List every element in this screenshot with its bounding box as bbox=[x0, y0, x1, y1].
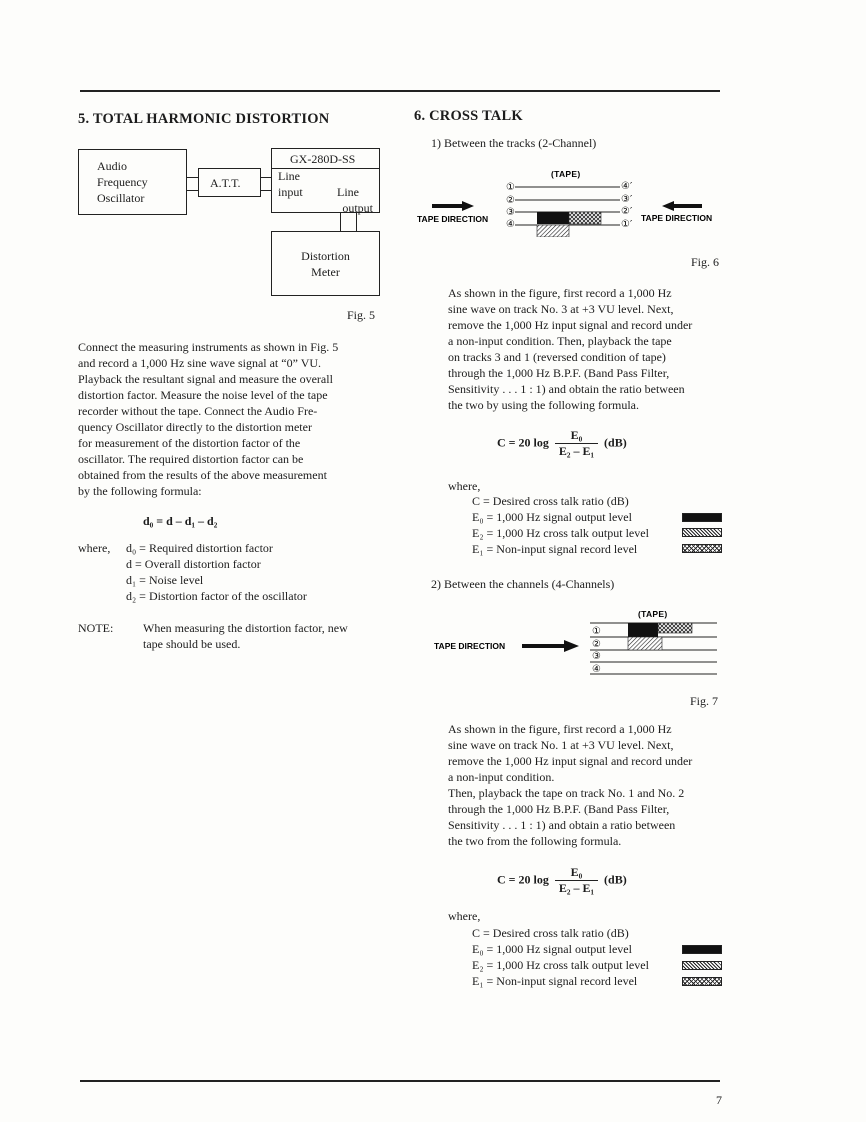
text-line: oscillator. The required distortion factor can be bbox=[78, 452, 304, 466]
crosstalk-para1 bbox=[448, 285, 722, 413]
definition: E₀ = 1,000 Hz signal output level bbox=[472, 510, 632, 524]
track-num: ④ bbox=[592, 664, 601, 675]
text-line: remove the 1,000 Hz input signal and record under bbox=[448, 318, 693, 332]
text-line: Sensitivity . . . 1 : 1) and obtain a ratio between bbox=[448, 818, 676, 832]
note-line: tape should be used. bbox=[143, 637, 241, 651]
track-num: ① bbox=[506, 182, 515, 193]
text-line: sine wave on track No. 3 at +3 VU level. Next, bbox=[448, 302, 674, 316]
definition: C = Desired cross talk ratio (dB) bbox=[472, 494, 629, 508]
definition: d₁ = Noise level bbox=[126, 573, 204, 587]
definition: E₀ = 1,000 Hz signal output level bbox=[472, 942, 632, 956]
track-num: ③ bbox=[506, 207, 515, 218]
oscillator-box bbox=[78, 149, 187, 215]
text-line: through the 1,000 Hz B.P.F. (Band Pass Filter, bbox=[448, 802, 670, 816]
swatch-crosstalk bbox=[682, 961, 722, 970]
noinput-block bbox=[658, 623, 692, 633]
text-line: As shown in the figure, first record a 1,000 Hz bbox=[448, 286, 672, 300]
tape-direction: TAPE DIRECTION bbox=[434, 641, 506, 651]
crosstalk-formula-2 bbox=[497, 865, 627, 896]
text-line: distortion factor. Measure the noise level of the tape bbox=[78, 388, 328, 402]
text-line: sine wave on track No. 1 at +3 VU level. Next, bbox=[448, 738, 674, 752]
formula-num: E₀ bbox=[555, 865, 598, 881]
note-text bbox=[143, 620, 348, 652]
crosstalk-block bbox=[628, 637, 662, 650]
note-line: When measuring the distortion factor, new bbox=[143, 621, 348, 635]
att-label: A.T.T. bbox=[210, 176, 241, 190]
text-line: recorder without the tape. Connect the Audio Fre- bbox=[78, 404, 318, 418]
formula-unit: (dB) bbox=[604, 872, 627, 887]
track-num: ③ bbox=[592, 651, 601, 662]
definition: E₂ = 1,000 Hz cross talk output level bbox=[472, 958, 649, 972]
subheading-tracks: 1) Between the tracks (2-Channel) bbox=[431, 136, 597, 150]
line-output-2: output bbox=[342, 201, 373, 215]
where-label: where, bbox=[448, 909, 481, 923]
track-num: ④′ bbox=[621, 181, 633, 192]
definition: d₂ = Distortion factor of the oscillator bbox=[126, 589, 307, 603]
track-num: ②′ bbox=[621, 206, 633, 217]
text-line: Connect the measuring instruments as shown in Fig. 5 bbox=[78, 340, 339, 354]
osc-line-1: Audio bbox=[97, 159, 127, 173]
track-num: ② bbox=[506, 195, 515, 206]
formula-num: E₀ bbox=[555, 428, 598, 444]
definition: C = Desired cross talk ratio (dB) bbox=[472, 926, 629, 940]
track-num: ① bbox=[592, 626, 601, 637]
definition: E₁ = Non-input signal record level bbox=[472, 974, 638, 988]
swatch-signal bbox=[682, 513, 722, 522]
track-num: ③′ bbox=[621, 194, 633, 205]
text-line: Playback the resultant signal and measure the overall bbox=[78, 372, 333, 386]
crosstalk-formula-1 bbox=[497, 428, 627, 459]
section-heading-crosstalk: 6. CROSS TALK bbox=[414, 108, 523, 124]
text-line: by the following formula: bbox=[78, 484, 202, 498]
swatch-noinput bbox=[682, 977, 722, 986]
text-line: the two by using the following formula. bbox=[448, 398, 639, 412]
text-line: Then, playback the tape on track No. 1 and No. 2 bbox=[448, 786, 685, 800]
formula-den: E₂ – E₁ bbox=[558, 444, 595, 458]
page-number: 7 bbox=[716, 1093, 722, 1107]
fig6-tape-label: (TAPE) bbox=[551, 169, 581, 179]
crosstalk-definitions-1 bbox=[472, 493, 649, 557]
formula-unit: (dB) bbox=[604, 435, 627, 450]
track-num: ② bbox=[592, 639, 601, 650]
where-label: where, bbox=[448, 479, 481, 493]
where-label: where, bbox=[78, 541, 111, 555]
line-output-1: Line bbox=[337, 185, 359, 199]
definition: E₁ = Non-input signal record level bbox=[472, 542, 638, 556]
swatch-noinput bbox=[682, 544, 722, 553]
note-label: NOTE: bbox=[78, 621, 114, 635]
signal-block bbox=[628, 623, 658, 637]
osc-line-3: Oscillator bbox=[97, 191, 145, 205]
top-rule bbox=[80, 90, 720, 92]
connector bbox=[356, 213, 357, 231]
swatch-signal bbox=[682, 945, 722, 954]
track-num: ④ bbox=[506, 219, 515, 230]
fig7-diagram bbox=[430, 606, 730, 676]
fig6-diagram bbox=[412, 165, 732, 237]
swatch-crosstalk bbox=[682, 528, 722, 537]
text-line: and record a 1,000 Hz sine wave signal at “0” VU. bbox=[78, 356, 322, 370]
tape-direction-left: TAPE DIRECTION bbox=[417, 214, 489, 224]
definition: E₂ = 1,000 Hz cross talk output level bbox=[472, 526, 649, 540]
osc-line-2: Frequency bbox=[97, 175, 148, 189]
text-line: a non-input condition. Then, playback the tape bbox=[448, 334, 672, 348]
crosstalk-para2 bbox=[448, 721, 722, 849]
formula-lhs: C = 20 log bbox=[497, 872, 549, 887]
text-line: Sensitivity . . . 1 : 1) and obtain the ratio between bbox=[448, 382, 685, 396]
crosstalk-definitions-2 bbox=[472, 925, 649, 989]
fig7-tape-label: (TAPE) bbox=[638, 609, 668, 619]
thd-body bbox=[78, 339, 382, 499]
signal-block bbox=[537, 212, 569, 224]
line-input-2: input bbox=[278, 185, 303, 199]
track-num: ①′ bbox=[621, 219, 633, 230]
text-line: for measurement of the distortion factor of the bbox=[78, 436, 301, 450]
section-heading-thd: 5. TOTAL HARMONIC DISTORTION bbox=[78, 111, 330, 127]
text-line: through the 1,000 Hz B.P.F. (Band Pass Filter, bbox=[448, 366, 670, 380]
text-line: remove the 1,000 Hz input signal and record under bbox=[448, 754, 693, 768]
text-line: obtained from the results of the above measurement bbox=[78, 468, 327, 482]
thd-definitions bbox=[126, 540, 307, 604]
text-line: As shown in the figure, first record a 1,000 Hz bbox=[448, 722, 672, 736]
subheading-channels: 2) Between the channels (4-Channels) bbox=[431, 577, 615, 591]
fig7-label: Fig. 7 bbox=[690, 694, 719, 708]
att-box bbox=[198, 168, 261, 197]
formula-lhs: C = 20 log bbox=[497, 435, 549, 450]
device-title: GX-280D-SS bbox=[290, 152, 356, 166]
formula-den: E₂ – E₁ bbox=[558, 881, 595, 895]
thd-formula: d₀ = d – d₁ – d₂ bbox=[143, 514, 218, 528]
meter-line-2: Meter bbox=[311, 265, 340, 279]
connector bbox=[340, 213, 341, 231]
crosstalk-block bbox=[537, 225, 569, 237]
definition: d = Overall distortion factor bbox=[126, 557, 261, 571]
tape-direction-right: TAPE DIRECTION bbox=[641, 213, 713, 223]
device-box bbox=[271, 148, 380, 213]
text-line: on tracks 3 and 1 (reversed condition of tape) bbox=[448, 350, 666, 364]
bottom-rule bbox=[80, 1080, 720, 1082]
meter-line-1: Distortion bbox=[301, 249, 350, 263]
fig6-label: Fig. 6 bbox=[691, 255, 720, 269]
fig5-label: Fig. 5 bbox=[347, 308, 376, 322]
text-line: a non-input condition. bbox=[448, 770, 555, 784]
noinput-block bbox=[569, 212, 601, 224]
definition: d₀ = Required distortion factor bbox=[126, 541, 273, 555]
distortion-meter-box bbox=[271, 231, 380, 296]
line-input-1: Line bbox=[278, 169, 300, 183]
text-line: the two from the following formula. bbox=[448, 834, 622, 848]
text-line: quency Oscillator directly to the distortion meter bbox=[78, 420, 312, 434]
